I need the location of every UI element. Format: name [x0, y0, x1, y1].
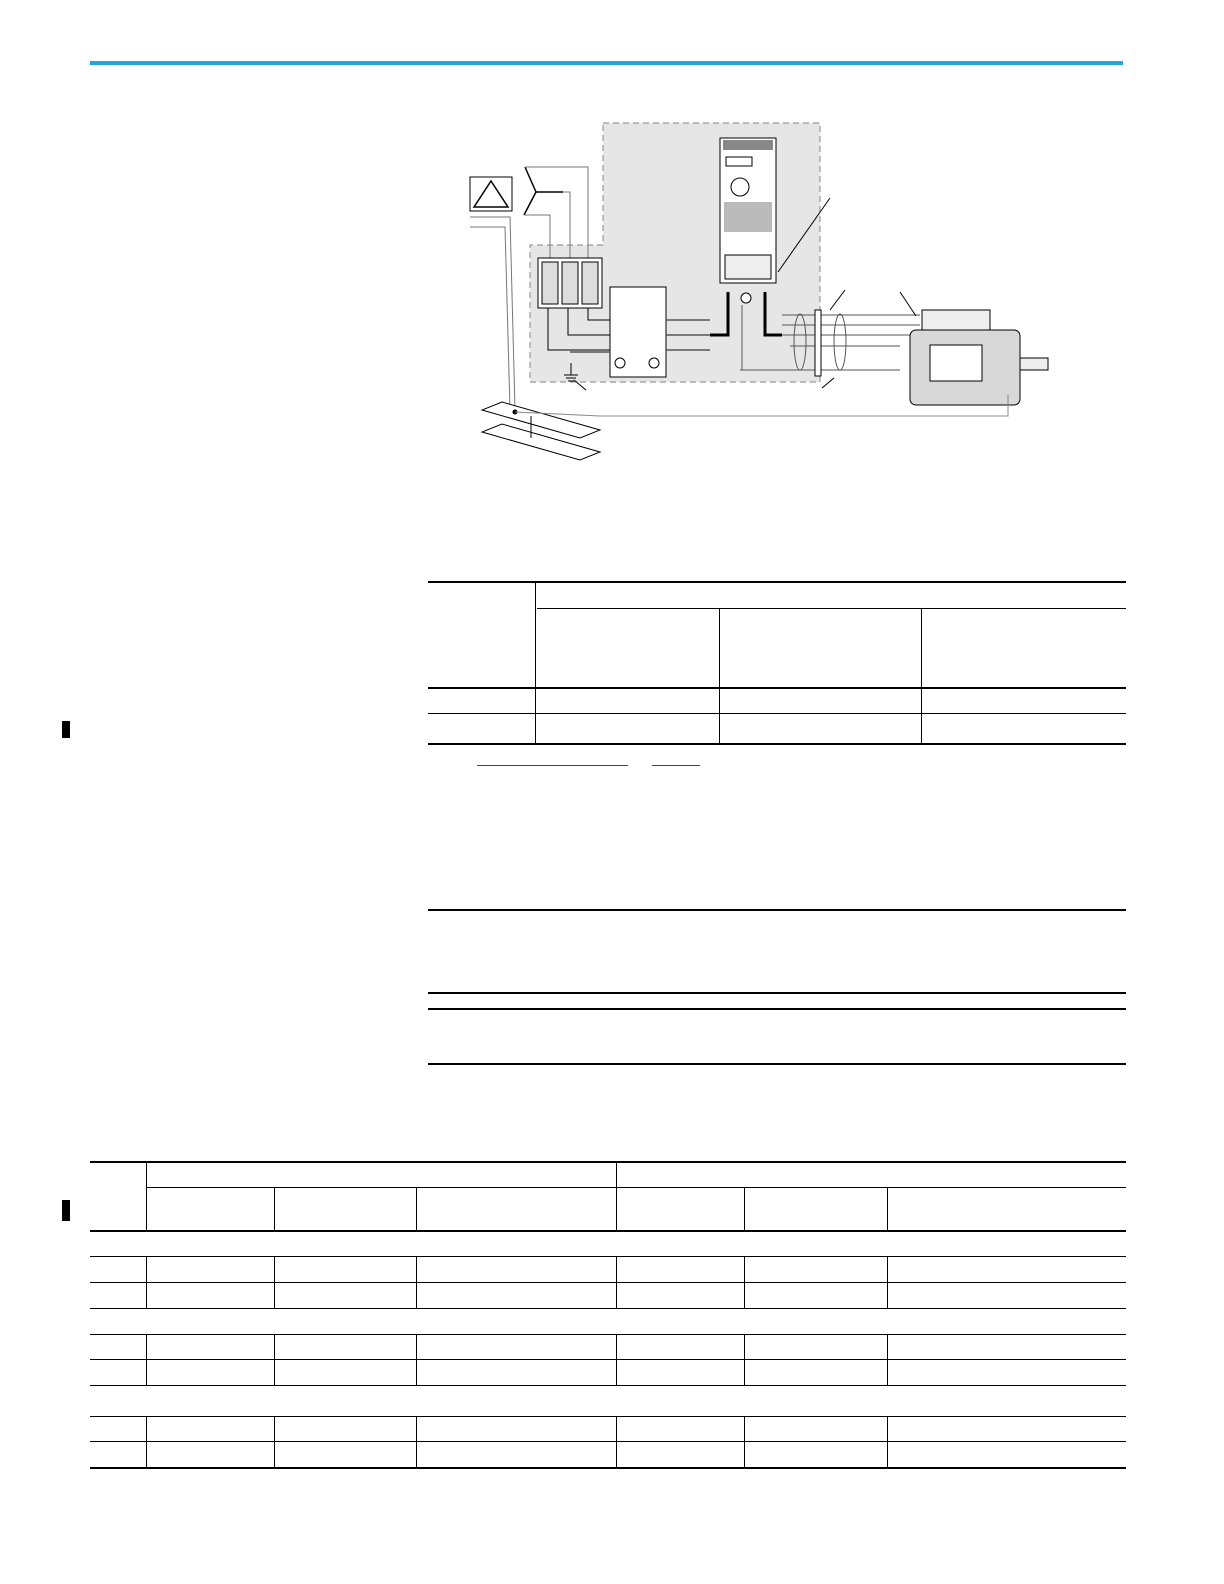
change-bar-1 [62, 721, 70, 738]
table2-header-subrule-left [147, 1187, 616, 1188]
note1-top-rule [428, 909, 1126, 911]
table2-col-divider-1d [146, 1417, 147, 1467]
table2-col-divider-6d [887, 1417, 888, 1467]
table2-col-divider-5b [744, 1257, 745, 1308]
drive-icon [720, 138, 776, 303]
table2-group2-rule [90, 1334, 1126, 1335]
table2-col-divider-1a [146, 1163, 147, 1231]
table1-bottom-rule [428, 743, 1126, 745]
filter-box-icon [610, 287, 666, 377]
table2-group1-rule [90, 1256, 1126, 1257]
table1-header-subrule [537, 608, 1126, 609]
table2-group3-rule [90, 1416, 1126, 1417]
table2-col-divider-2c [274, 1335, 275, 1385]
table2-col-divider-mid-c [616, 1335, 617, 1385]
header-accent-bar [90, 61, 1123, 65]
footnote-link-1[interactable] [477, 765, 628, 766]
table2-col-divider-6a [887, 1188, 888, 1231]
note1-bottom-rule [428, 992, 1126, 994]
table2-col-divider-2b [274, 1257, 275, 1308]
table1-col-divider-2 [719, 609, 720, 743]
table2-col-divider-5c [744, 1335, 745, 1385]
table2-header-rule [90, 1230, 1126, 1232]
delta-source-icon [470, 177, 512, 211]
table1-header-rule [428, 687, 1126, 689]
table2-col-divider-mid-b [616, 1257, 617, 1308]
table2-row-rule-1 [90, 1282, 1126, 1283]
table2-row-rule-2 [90, 1308, 1126, 1309]
table2-row-rule-3 [90, 1359, 1126, 1360]
table2-col-divider-5a [744, 1188, 745, 1231]
motor-icon [910, 310, 1048, 405]
steel-beam-icon [482, 402, 600, 460]
note2-bottom-rule [428, 1063, 1126, 1065]
table2-bottom-rule [90, 1467, 1126, 1469]
table2-col-divider-2d [274, 1417, 275, 1467]
table2-col-divider-mid-a [616, 1163, 617, 1231]
table1-col-divider-1 [535, 583, 536, 743]
fuse-block-icon [538, 258, 602, 308]
table2-col-divider-6b [887, 1257, 888, 1308]
footnote-link-2[interactable] [652, 765, 700, 766]
table2-col-divider-3a [416, 1188, 417, 1231]
table2-col-divider-3c [416, 1335, 417, 1385]
table2-row-rule-5 [90, 1441, 1126, 1442]
table2-col-divider-5d [744, 1417, 745, 1467]
table2-col-divider-6c [887, 1335, 888, 1385]
table2-col-divider-1b [146, 1257, 147, 1308]
table2-col-divider-3d [416, 1417, 417, 1467]
table2-col-divider-mid-d [616, 1417, 617, 1467]
table2-col-divider-2a [274, 1188, 275, 1231]
note2-top-rule [428, 1008, 1126, 1010]
table1-col-divider-3 [921, 609, 922, 743]
table2-row-rule-4 [90, 1385, 1126, 1386]
table1-top-rule [428, 581, 1126, 583]
table2-top-rule [90, 1161, 1126, 1163]
table1-row-rule [428, 713, 1126, 714]
change-bar-2 [62, 1200, 70, 1221]
wye-source-icon [524, 167, 563, 215]
emc-wiring-diagram [460, 120, 1060, 500]
table2-header-subrule-right [617, 1187, 1126, 1188]
table2-col-divider-3b [416, 1257, 417, 1308]
table2-col-divider-1c [146, 1335, 147, 1385]
